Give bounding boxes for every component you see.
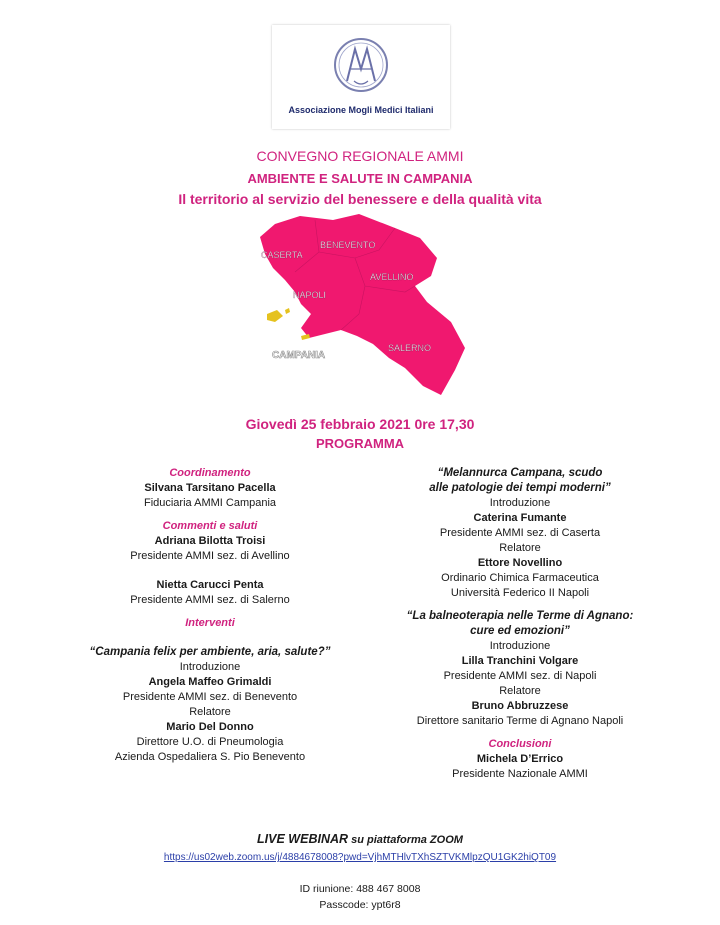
campania-map (255, 210, 470, 405)
map-label-benevento: BENEVENTO (320, 240, 376, 250)
talk2-speaker-name: Ettore Novellino (477, 557, 563, 569)
capri-island (301, 334, 310, 340)
event-date: Giovedì 25 febbraio 2021 0re 17,30 (245, 416, 475, 432)
map-label-region: CAMPANIA (272, 350, 326, 361)
zoom-link-row (0, 852, 720, 863)
program-heading: PROGRAMMA (315, 436, 405, 451)
talk3-speaker-name: Bruno Abbruzzese (471, 700, 569, 712)
meeting-id: ID riunione: 488 467 8008 (299, 883, 421, 895)
coordinator-role: Fiduciaria AMMI Campania (143, 497, 277, 509)
map-label-salerno: SALERNO (388, 343, 432, 353)
webinar-label: LIVE WEBINAR (257, 832, 349, 846)
webinar-line (0, 832, 720, 846)
talk1-speaker-role1: Direttore U.O. di Pneumologia (136, 736, 284, 748)
talk2-title-line2: alle patologie dei tempi moderni” (429, 482, 611, 494)
greeter1-name: Adriana Bilotta Troisi (154, 535, 266, 547)
map-label-avellino: AVELLINO (370, 272, 414, 282)
coordinator-name: Silvana Tarsitano Pacella (144, 482, 276, 494)
program-left-column (60, 466, 360, 765)
talk3-speaker-role: Direttore sanitario Terme di Agnano Napoli (416, 715, 624, 727)
talk3-speaker-label: Relatore (499, 685, 541, 697)
logo-box (272, 25, 450, 129)
talk1-intro-name: Angela Maffeo Grimaldi (148, 676, 272, 688)
talk1-intro-role: Presidente AMMI sez. di Benevento (122, 691, 298, 703)
passcode: Passcode: ypt6r8 (319, 899, 401, 911)
talks-heading: Interventi (185, 617, 235, 629)
map-label-napoli: NAPOLI (293, 290, 327, 300)
program-right-column (370, 466, 670, 782)
ammi-emblem-icon (272, 25, 450, 105)
greeter2-name: Nietta Carucci Penta (156, 579, 264, 591)
procida-island (285, 308, 290, 314)
talk2-intro-label: Introduzione (489, 497, 551, 509)
org-name: Associazione Mogli Medici Italiani (288, 105, 434, 115)
webinar-platform: su piattaforma ZOOM (348, 834, 463, 846)
talk2-speaker-role1: Ordinario Chimica Farmaceutica (441, 572, 599, 584)
coordination-heading: Coordinamento (169, 467, 251, 479)
talk2-intro-name: Caterina Fumante (473, 512, 567, 524)
talk3-title-line2: cure ed emozioni” (470, 625, 570, 637)
conclusions-heading: Conclusioni (488, 738, 552, 750)
talk1-speaker-label: Relatore (189, 706, 231, 718)
talk2-speaker-role2: Università Federico II Napoli (450, 587, 590, 599)
talk2-speaker-label: Relatore (499, 542, 541, 554)
talk3-title-line1: “La balneoterapia nelle Terme di Agnano: (406, 610, 634, 622)
conference-subtitle: Il territorio al servizio del benessere e della qualità vita (178, 191, 542, 207)
talk1-intro-label: Introduzione (179, 661, 241, 673)
conference-title: CONVEGNO REGIONALE AMMI (256, 148, 464, 164)
talk1-speaker-name: Mario Del Donno (166, 721, 254, 733)
conference-theme: AMBIENTE E SALUTE IN CAMPANIA (247, 171, 473, 186)
talk1-speaker-role2: Azienda Ospedaliera S. Pio Benevento (114, 751, 306, 763)
closing-name: Michela D’Errico (476, 753, 564, 765)
greetings-heading: Commenti e saluti (162, 520, 258, 532)
talk2-intro-role: Presidente AMMI sez. di Caserta (439, 527, 601, 539)
greeter1-role: Presidente AMMI sez. di Avellino (130, 550, 290, 562)
greeter2-role: Presidente AMMI sez. di Salerno (130, 594, 290, 606)
ischia-island (267, 310, 283, 322)
talk2-title-line1: “Melannurca Campana, scudo (437, 467, 603, 479)
map-label-caserta: CASERTA (261, 250, 303, 260)
talk3-intro-label: Introduzione (489, 640, 551, 652)
zoom-link[interactable]: https://us02web.zoom.us/j/4884678008?pwd=VjhMTHlvTXhSZTVKMlpzQU1GK2hiQT09 (163, 852, 557, 863)
talk3-intro-name: Lilla Tranchini Volgare (461, 655, 579, 667)
talk1-title: “Campania felix per ambiente, aria, salute?” (89, 646, 331, 658)
talk3-intro-role: Presidente AMMI sez. di Napoli (443, 670, 597, 682)
closing-role: Presidente Nazionale AMMI (452, 768, 588, 780)
